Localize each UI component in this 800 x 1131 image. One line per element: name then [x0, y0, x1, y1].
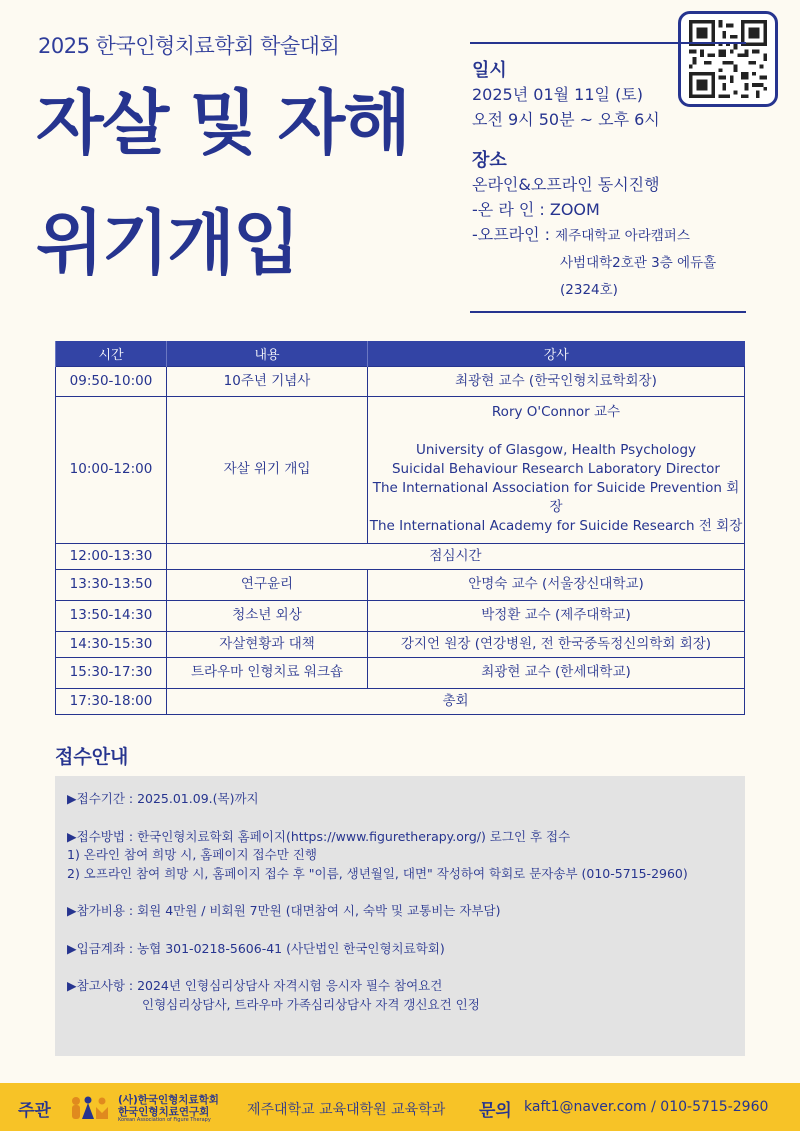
row-time: 10:00-12:00 — [56, 396, 167, 543]
row-time: 17:30-18:00 — [56, 688, 167, 714]
row-time: 13:30-13:50 — [56, 569, 167, 600]
column-header-speaker: 강사 — [368, 341, 745, 366]
event-date: 2025년 01월 11일 (토) — [472, 85, 644, 104]
registration-note-2: 인형심리상담사, 트라우마 가족심리상담사 자격 갱신요건 인정 — [142, 996, 480, 1012]
event-subtitle: 2025 한국인형치료학회 학술대회 — [38, 34, 340, 58]
footer — [0, 1083, 800, 1131]
event-time: 오전 9시 50분 ~ 오후 6시 — [472, 110, 660, 129]
page-title-line1: 자살 및 자해 — [36, 82, 409, 164]
table-header-row — [56, 341, 745, 366]
organizer-logo — [70, 1091, 230, 1125]
registration-method: ▶접수방법 : 한국인형치료학회 홈페이지(https://www.figuretherapy.org/) 로그인 후 접수 — [67, 828, 571, 844]
table-row — [56, 631, 745, 657]
registration-method-online: 1) 온라인 참여 희망 시, 홈페이지 접수만 진행 — [67, 847, 317, 862]
offline-venue — [472, 222, 746, 249]
table-row — [56, 569, 745, 600]
offline-line3-row — [472, 276, 746, 303]
contact-info[interactable]: kaft1@naver.com / 010-5715-2960 — [524, 1099, 769, 1115]
table-row-closing — [56, 688, 745, 714]
row-speaker: 최광현 교수 (한세대학교) — [368, 657, 745, 688]
column-header-content: 내용 — [167, 341, 368, 366]
keynote-affiliation: University of Glasgow, Health Psychology — [415, 442, 697, 458]
registration-box — [55, 776, 745, 1056]
row-content: 10주년 기념사 — [167, 366, 368, 396]
event-info-box — [470, 42, 746, 313]
row-speaker: 최광현 교수 (한국인형치료학회장) — [368, 366, 745, 396]
logo-line1: (사)한국인형치료학회 — [118, 1094, 219, 1106]
offline-line3: (2324호) — [560, 282, 618, 298]
table-row — [56, 366, 745, 396]
logo-line2: 한국인형치료연구회 — [118, 1106, 210, 1118]
registration-fee: ▶참가비용 : 회원 4만원 / 비회원 7만원 (대면참여 시, 숙박 및 교통비는 자부담) — [67, 903, 501, 918]
row-time: 15:30-17:30 — [56, 657, 167, 688]
registration-title: 접수안내 — [55, 746, 129, 768]
offline-line2: 사범대학2호관 3층 에듀홀 — [560, 255, 717, 271]
table-row — [56, 600, 745, 631]
registration-method-offline: 2) 오프라인 참여 희망 시, 홈페이지 접수 후 "이름, 생년월일, 대면" 작성하여 학회로 문자송부 (010-5715-2960) — [67, 865, 688, 881]
online-venue: -온 라 인 : ZOOM — [472, 200, 600, 219]
column-header-time: 시간 — [56, 341, 167, 366]
registration-period: ▶접수기간 : 2025.01.09.(목)까지 — [67, 791, 259, 806]
offline-prefix: -오프라인 : — [472, 225, 556, 244]
row-speaker: 박정환 교수 (제주대학교) — [368, 600, 745, 631]
schedule-table — [55, 341, 745, 715]
date-label: 일시 — [472, 60, 507, 81]
row-content: 점심시간 — [167, 543, 745, 569]
offline-line2-row — [472, 249, 746, 276]
row-content: 트라우마 인형치료 워크숍 — [167, 657, 368, 688]
row-speaker: 강지언 원장 (연강병원, 전 한국중독정신의학회 회장) — [368, 631, 745, 657]
row-content: 총회 — [167, 688, 745, 714]
row-content: 청소년 외상 — [167, 600, 368, 631]
keynote-affiliation: The International Academy for Suicide Research 전 회장 — [369, 518, 743, 534]
row-content: 연구윤리 — [167, 569, 368, 600]
table-row-lunch — [56, 543, 745, 569]
row-speaker: 안명숙 교수 (서울장신대학교) — [368, 569, 745, 600]
row-content: 자살현황과 대책 — [167, 631, 368, 657]
keynote-speaker-name: Rory O'Connor 교수 — [491, 404, 621, 420]
table-row — [56, 657, 745, 688]
offline-line1: 제주대학교 아라캠퍼스 — [555, 228, 690, 244]
registration-account: ▶입금계좌 : 농협 301-0218-5606-41 (사단법인 한국인형치료학회) — [67, 940, 445, 956]
row-content: 자살 위기 개입 — [167, 396, 368, 543]
row-time: 13:50-14:30 — [56, 600, 167, 631]
keynote-speaker-cell — [368, 396, 745, 543]
event-mode: 온라인&오프라인 동시진행 — [472, 175, 660, 194]
host-label: 주관 — [18, 1101, 51, 1121]
table-row-keynote — [56, 396, 745, 543]
row-time: 14:30-15:30 — [56, 631, 167, 657]
page-title-line2: 위기개입 — [36, 202, 299, 284]
keynote-affiliation: The International Association for Suicide Prevention 회장 — [372, 480, 740, 515]
place-label: 장소 — [472, 150, 507, 171]
cohost-name: 제주대학교 교육대학원 교육학과 — [247, 1102, 446, 1118]
row-time: 12:00-13:30 — [56, 543, 167, 569]
logo-line3: Korean Association of Figure Therapy — [118, 1117, 211, 1123]
keynote-affiliation: Suicidal Behaviour Research Laboratory Director — [391, 461, 720, 477]
row-time: 09:50-10:00 — [56, 366, 167, 396]
contact-label: 문의 — [479, 1101, 512, 1121]
registration-note: ▶참고사항 : 2024년 인형심리상담사 자격시험 응시자 필수 참여요건 — [67, 978, 443, 993]
figure-logo-icon — [70, 1095, 114, 1121]
